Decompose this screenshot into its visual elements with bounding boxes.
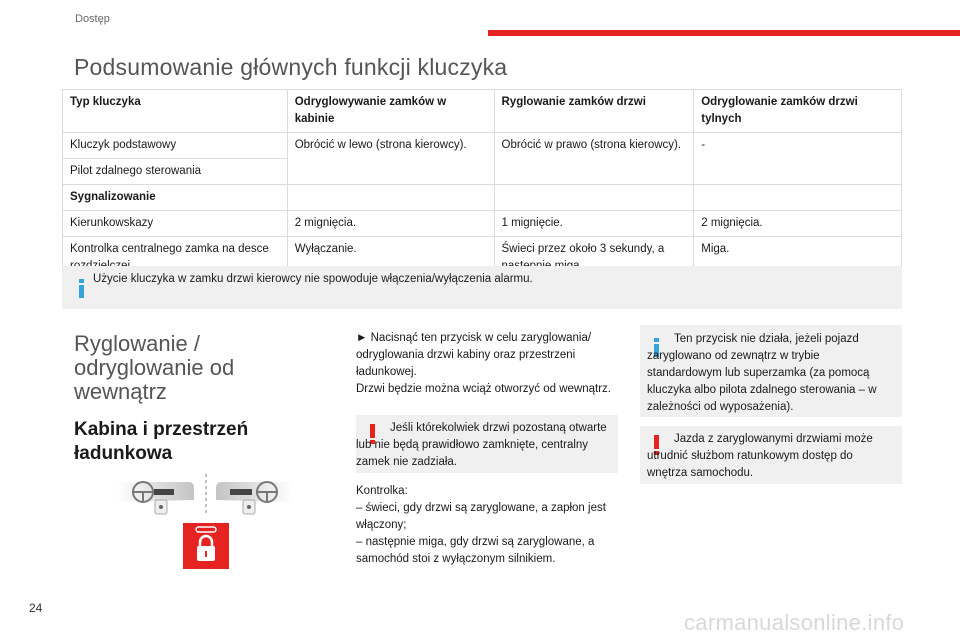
- table-header-cell: Odryglowywanie zamków w kabinie: [287, 90, 494, 133]
- watermark: carmanualsonline.info: [684, 610, 905, 635]
- table-cell: Miga.: [694, 237, 902, 280]
- table-cell: Sygnalizowanie: [63, 185, 288, 211]
- table-header-cell: Ryglowanie zamków drzwi: [494, 90, 694, 133]
- warning-text: Jeśli którekolwiek drzwi pozostaną otwarte lub nie będą prawidłowo zamknięte, centralny zamek nie zadziała.: [356, 422, 607, 468]
- warning-box-right: [640, 426, 902, 484]
- table-header-cell: Typ kluczyka: [63, 90, 288, 133]
- lock-icon: [183, 523, 229, 569]
- section-heading: Ryglowanie / odryglowanie od wewnątrz: [74, 331, 235, 404]
- info-icon: [79, 279, 84, 298]
- table-cell: Kluczyk podstawowy: [63, 133, 288, 159]
- warning-box: [356, 415, 618, 473]
- info-note-box: [62, 266, 902, 309]
- table-cell: [287, 185, 494, 211]
- header-accent-bar: [488, 30, 960, 36]
- indicator-description: Kontrolka: – świeci, gdy drzwi są zaryglowane, a zapłon jest włączony; – następnie miga, gdy drzwi są zaryglowane, a samochód stoi z wyłączonym silnikiem.: [356, 485, 606, 565]
- table-cell: Kontrolka centralnego zamka na desce: [63, 237, 288, 280]
- subsection-heading: Kabina i przestrzeń ładunkowa: [74, 419, 249, 464]
- info-note-text: Użycie kluczyka w zamku drzwi kierowcy nie spowoduje włączenia/wyłączenia alarmu.: [93, 273, 533, 285]
- table-cell: Wyłączanie.: [287, 237, 494, 280]
- table-cell: Obrócić w prawo (strona kierowcy).: [494, 133, 694, 185]
- table-cell: -: [694, 133, 902, 185]
- table-cell: [694, 185, 902, 211]
- table-cell: 2 mignięcia.: [287, 211, 494, 237]
- info-text: Ten przycisk nie działa, jeżeli pojazd zaryglowano od zewnątrz w trybie standardowym lub superzamka (za pomocą kluczyka albo pilota zdalnego sterowania – w zależności od wyposażenia).: [647, 333, 877, 413]
- key-functions-table: [62, 89, 902, 280]
- table-cell: 2 mignięcia.: [694, 211, 902, 237]
- info-box-right: [640, 325, 902, 417]
- table-row: [63, 185, 902, 211]
- page-title: Podsumowanie głównych funkcji kluczyka: [74, 54, 508, 80]
- table-header-cell: Odryglowanie zamków drzwi tylnych: [694, 90, 902, 133]
- table-row: [63, 133, 902, 159]
- instruction-text: ► Nacisnąć ten przycisk w celu zaryglowania/ odryglowania drzwi kabiny oraz przestrzeni ładunkowej. Drzwi będzie można wciąż otworzyć od wewnątrz.: [356, 332, 612, 395]
- table-cell: [494, 185, 694, 211]
- lock-button-image: [183, 523, 229, 569]
- section-label: Dostęp: [75, 13, 110, 25]
- table-header-row: [63, 90, 902, 133]
- page-number: 24: [29, 601, 43, 615]
- table-cell: Świeci przez około 3 sekundy, a: [494, 237, 694, 280]
- table-row: [63, 211, 902, 237]
- warning-text: Jazda z zaryglowanymi drzwiami może utrudnić służbom ratunkowym dostęp do wnętrza samochodu.: [647, 433, 873, 479]
- table-cell: Kierunkowskazy: [63, 211, 288, 237]
- table-cell: 1 mignięcie.: [494, 211, 694, 237]
- table-cell: Pilot zdalnego sterowania: [63, 159, 288, 185]
- table-cell: Obrócić w lewo (strona kierowcy).: [287, 133, 494, 185]
